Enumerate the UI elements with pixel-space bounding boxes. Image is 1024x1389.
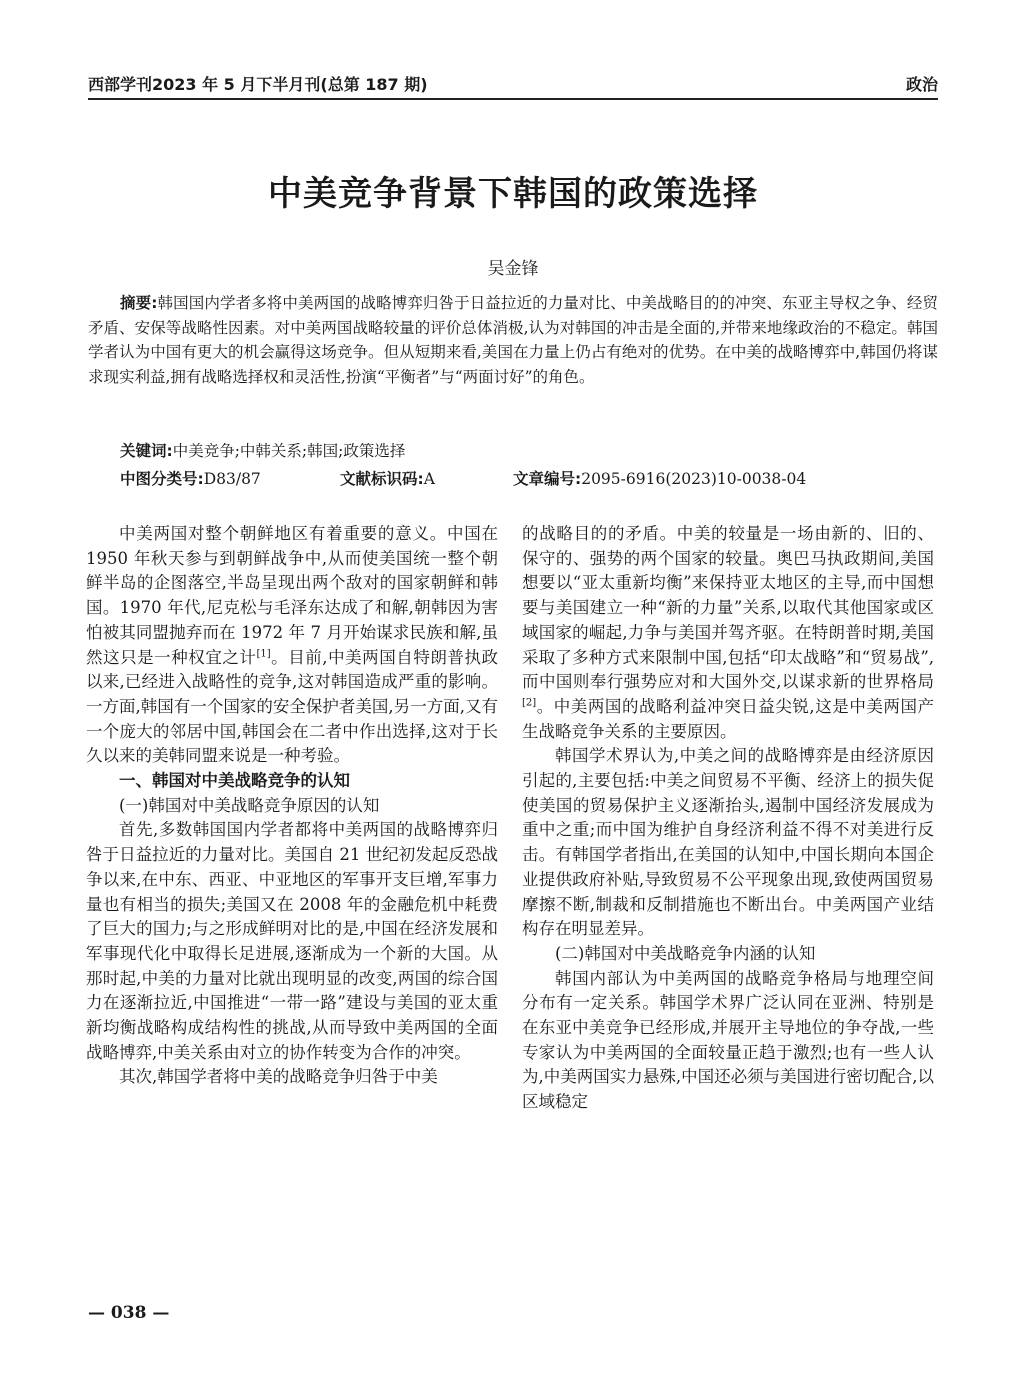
paragraph: 韩国内部认为中美两国的战略竞争格局与地理空间分布有一定关系。韩国学术界广泛认同在亚洲、特别是在东亚中美竞争已经形成,并展开主导地位的争夺战,一些专家认为中美两国的全面较量正趋于激烈;也有一些人认为,中美两国实力悬殊,中国还必须与美国进行密切配合,以区域稳定 [522, 968, 934, 1112]
clc-number: 中图分类号:D83/87 [120, 470, 261, 488]
section-heading: 一、韩国对中美战略竞争的认知 [119, 771, 350, 791]
keywords-label: 关键词: [120, 442, 173, 460]
abstract-label: 摘要: [120, 294, 158, 312]
paragraph: 中美两国对整个朝鲜地区有着重要的意义。中国在 1950 年秋天参与到朝鲜战争中,从而使美国统一整个朝鲜半岛的企图落空,半岛呈现出两个敌对的国家朝鲜和韩国。1970 年代,尼克松与毛泽东达成了和解,朝韩因为害怕被其同盟抛弃而在 1972 年 7 月开始谋求民族和解,虽然这只是一种权宜之计[1]。目前,中美两国自特朗普执政以来,已经进入战略性的竞争,这对韩国造成严重的影响。一方面,韩国有一个国家的安全保护者美国,另一方面,又有一个庞大的邻居中国,韩国会在二者中作出选择,这对于长久以来的美韩同盟来说是一种考验。 [86, 524, 498, 766]
abstract [88, 291, 938, 389]
citation-ref: [1] [256, 648, 271, 660]
section-name: 政治 [905, 75, 938, 94]
right-column [522, 522, 934, 1115]
page-number: — 038 — [88, 1303, 170, 1323]
article-title: 中美竞争背景下韩国的政策选择 [268, 174, 758, 214]
paragraph: 其次,韩国学者将中美的战略竞争归咎于中美 [119, 1067, 438, 1087]
author: 吴金锋 [487, 259, 539, 279]
subsection-heading: (二)韩国对中美战略竞争内涵的认知 [555, 943, 816, 963]
paragraph: 韩国学术界认为,中美之间的战略博弈是由经济原因引起的,主要包括:中美之间贸易不平衡、经济上的损失促使美国的贸易保护主义逐渐抬头,遏制中国经济发展成为重中之重;而中国为维护自身经济利益不得不对美进行反击。有韩国学者指出,在美国的认知中,中国长期向本国企业提供政府补贴,导致贸易不公平现象出现,致使两国贸易摩擦不断,制裁和反制措施也不断出台。中美两国产业结构存在明显差异。 [522, 746, 934, 939]
document-code: 文献标识码:A [340, 470, 435, 488]
left-column [86, 522, 498, 1090]
paragraph: 的战略目的的矛盾。中美的较量是一场由新的、旧的、保守的、强势的两个国家的较量。奥巴马执政期间,美国想要以“亚太重新均衡”来保持亚太地区的主导,而中国想要与美国建立一种“新的力量”关系,以取代其他国家或区域国家的崛起,力争与美国并驾齐驱。在特朗普时期,美国采取了多种方式来限制中国,包括“印太战略”和“贸易战”,而中国则奉行强势应对和大国外交,以谋求新的世界格局[2]。中美两国的战略利益冲突日益尖锐,这是中美两国产生战略竞争关系的主要原因。 [522, 524, 934, 741]
subsection-heading: (一)韩国对中美战略竞争原因的认知 [119, 795, 380, 815]
keywords [120, 439, 405, 461]
abstract-text: 韩国国内学者多将中美两国的战略博弈归咎于日益拉近的力量对比、中美战略目的的冲突、东亚主导权之争、经贸矛盾、安保等战略性因素。对中美两国战略较量的评价总体消极,认为对韩国的冲击是全面的,并带来地缘政治的不稳定。韩国学者认为中国有更大的机会赢得这场竞争。但从短期来看,美国在力量上仍占有绝对的优势。在中美的战略博弈中,韩国仍将谋求现实利益,拥有战略选择权和灵活性,扮演“平衡者”与“两面讨好”的角色。 [88, 294, 938, 386]
running-header [88, 70, 938, 98]
header-rule [88, 98, 938, 100]
article-number: 文章编号:2095-6916(2023)10-0038-04 [513, 470, 807, 488]
citation-ref: [2] [522, 697, 537, 709]
journal-issue: 西部学刊2023 年 5 月下半月刊(总第 187 期) [88, 75, 428, 94]
keywords-text: 中美竞争;中韩关系;韩国;政策选择 [172, 442, 406, 460]
paragraph: 首先,多数韩国国内学者都将中美两国的战略博弈归咎于日益拉近的力量对比。美国自 21 世纪初发起反恐战争以来,在中东、西亚、中亚地区的军事开支巨增,军事力量也有相当的损失;美国又在 2008 年的金融危机中耗费了巨大的国力;与之形成鲜明对比的是,中国在经济发展和军事现代化中取得长足进展,逐渐成为一个新的大国。从那时起,中美的力量对比就出现明显的改变,两国的综合国力在逐渐拉近,中国推进“一带一路”建设与美国的亚太重新均衡战略构成结构性的挑战,从而导致中美两国的全面战略博弈,中美关系由对立的协作转变为合作的冲突。 [86, 820, 498, 1062]
